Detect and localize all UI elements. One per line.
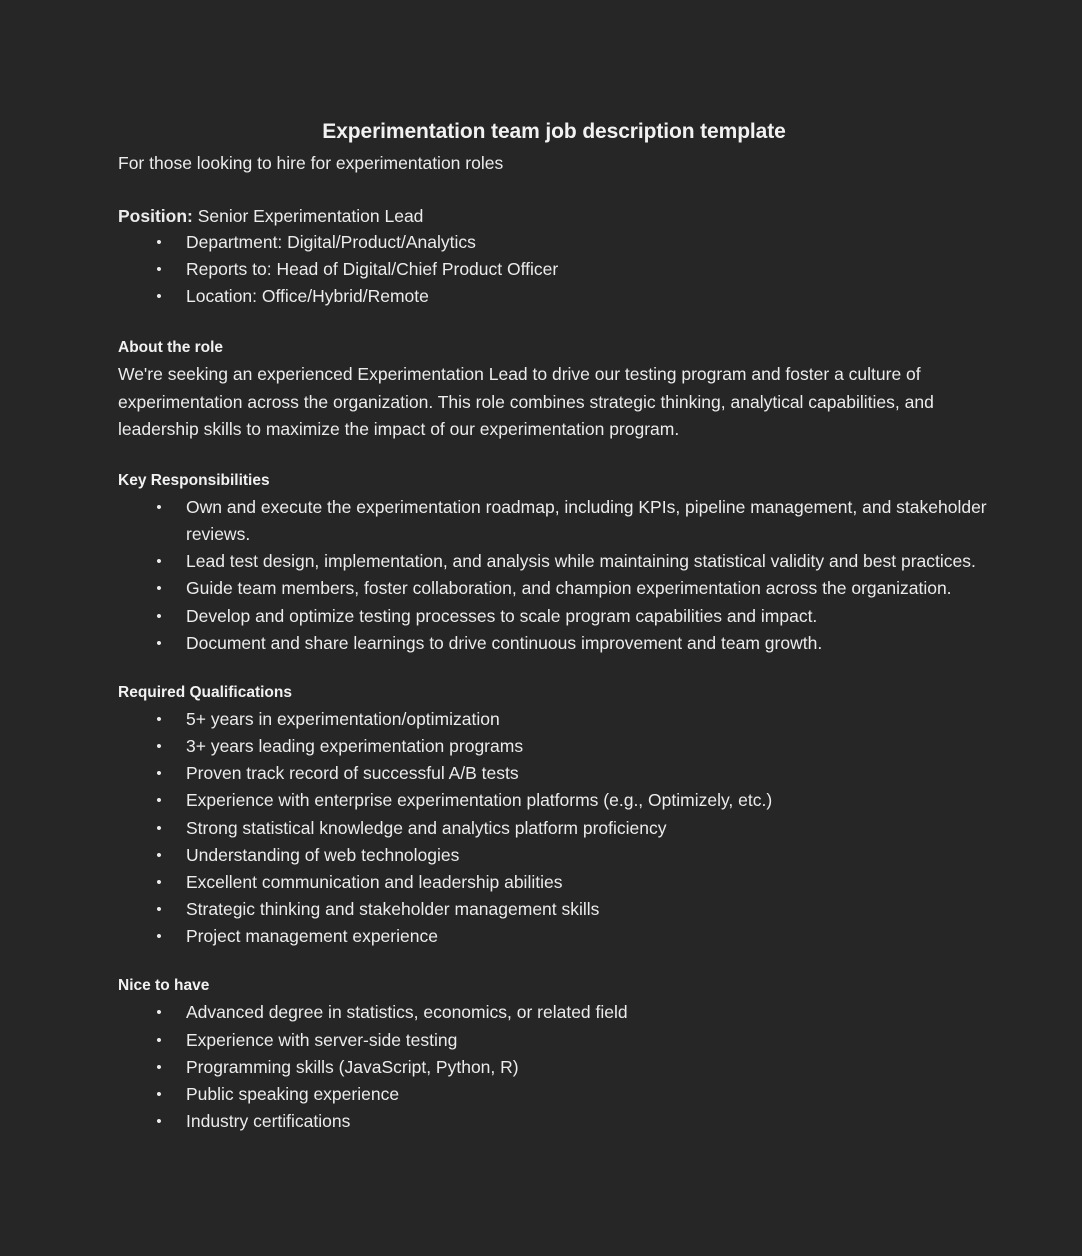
- list-item-label: Strategic thinking and stakeholder management skills: [186, 898, 600, 919]
- spacer: [118, 950, 990, 974]
- list-item: [118, 733, 990, 760]
- bullet-icon: •: [156, 738, 162, 756]
- list-item-label: Advanced degree in statistics, economics, or related field: [186, 1002, 628, 1023]
- bullet-icon: •: [156, 1112, 162, 1130]
- list-item: [118, 1108, 990, 1135]
- bullet-icon: •: [156, 580, 162, 598]
- list-item-label: Project management experience: [186, 926, 438, 947]
- about-body: We're seeking an experienced Experimentation Lead to drive our testing program and foster a culture of experimentation across the organization. This role combines strategic thinking, analytical capabilities, and leadership skills to maximize the impact of our experimentation program.: [118, 364, 934, 439]
- list-item: [118, 869, 990, 896]
- position-line: [118, 203, 990, 229]
- spacer: [118, 310, 990, 336]
- section-heading-responsibilities: Key Responsibilities: [118, 471, 270, 489]
- section-heading-qualifications: Required Qualifications: [118, 683, 292, 701]
- list-item: [118, 760, 990, 787]
- list-item: [118, 630, 990, 657]
- list-item: [118, 229, 990, 256]
- list-item-label: 3+ years leading experimentation programs: [186, 736, 524, 757]
- spacer: [118, 657, 990, 681]
- bullet-icon: •: [156, 900, 162, 918]
- list-item-label: Strong statistical knowledge and analytics platform proficiency: [186, 817, 667, 838]
- bullet-icon: •: [156, 288, 162, 306]
- position-value: Senior Experimentation Lead: [192, 205, 424, 226]
- list-item-label: Reports to: Head of Digital/Chief Product Officer: [186, 258, 559, 279]
- page-subtitle: For those looking to hire for experimentation roles: [118, 153, 504, 174]
- list-item-label: Excellent communication and leadership abilities: [186, 871, 563, 892]
- list-item-label: Proven track record of successful A/B tests: [186, 763, 519, 784]
- list-item-label: Lead test design, implementation, and analysis while maintaining statistical validity and best practices.: [186, 551, 976, 572]
- list-item: [118, 787, 990, 814]
- section-heading-about: About the role: [118, 339, 224, 357]
- bullet-icon: •: [156, 846, 162, 864]
- list-item-label: Develop and optimize testing processes to scale program capabilities and impact.: [186, 605, 818, 626]
- spacer: [118, 177, 990, 203]
- bullet-icon: •: [156, 1031, 162, 1049]
- bullet-icon: •: [156, 819, 162, 837]
- position-details-list: [118, 229, 990, 310]
- list-item-label: Understanding of web technologies: [186, 844, 460, 865]
- bullet-icon: •: [156, 1085, 162, 1103]
- list-item: [118, 494, 990, 548]
- list-item-label: Experience with enterprise experimentation platforms (e.g., Optimizely, etc.): [186, 790, 773, 811]
- list-item: [118, 575, 990, 602]
- list-item-label: 5+ years in experimentation/optimization: [186, 709, 500, 730]
- list-item-label: Industry certifications: [186, 1110, 351, 1131]
- list-item-label: Location: Office/Hybrid/Remote: [186, 286, 429, 307]
- list-item-label: Own and execute the experimentation roadmap, including KPIs, pipeline management, and stakeholder reviews.: [186, 497, 987, 545]
- list-item: [118, 815, 990, 842]
- list-item: [118, 1081, 990, 1108]
- section-heading-nice-to-have: Nice to have: [118, 977, 210, 995]
- list-item-label: Document and share learnings to drive continuous improvement and team growth.: [186, 632, 823, 653]
- list-item: [118, 896, 990, 923]
- list-item: [118, 999, 990, 1026]
- list-item: [118, 1054, 990, 1081]
- nice-to-have-list: [118, 999, 990, 1135]
- list-item-label: Programming skills (JavaScript, Python, R): [186, 1056, 519, 1077]
- bullet-icon: •: [156, 873, 162, 891]
- list-item: [118, 283, 990, 310]
- bullet-icon: •: [156, 928, 162, 946]
- bullet-icon: •: [156, 711, 162, 729]
- page-title: Experimentation team job description template: [322, 120, 786, 143]
- list-item: [118, 1027, 990, 1054]
- list-item-label: Public speaking experience: [186, 1083, 400, 1104]
- bullet-icon: •: [156, 792, 162, 810]
- list-item-label: Experience with server-side testing: [186, 1029, 458, 1050]
- list-item: [118, 706, 990, 733]
- bullet-icon: •: [156, 260, 162, 278]
- list-item: [118, 923, 990, 950]
- bullet-icon: •: [156, 499, 162, 517]
- position-label: Position:: [118, 205, 193, 226]
- list-item: [118, 603, 990, 630]
- qualifications-list: [118, 706, 990, 950]
- bullet-icon: •: [156, 233, 162, 251]
- bullet-icon: •: [156, 1058, 162, 1076]
- bullet-icon: •: [156, 634, 162, 652]
- list-item-label: Department: Digital/Product/Analytics: [186, 231, 476, 252]
- list-item: [118, 842, 990, 869]
- list-item: [118, 256, 990, 283]
- bullet-icon: •: [156, 1004, 162, 1022]
- spacer: [118, 443, 990, 469]
- list-item: [118, 548, 990, 575]
- bullet-icon: •: [156, 553, 162, 571]
- bullet-icon: •: [156, 607, 162, 625]
- list-item-label: Guide team members, foster collaboration, and champion experimentation across the organization.: [186, 578, 952, 599]
- responsibilities-list: [118, 494, 990, 657]
- bullet-icon: •: [156, 765, 162, 783]
